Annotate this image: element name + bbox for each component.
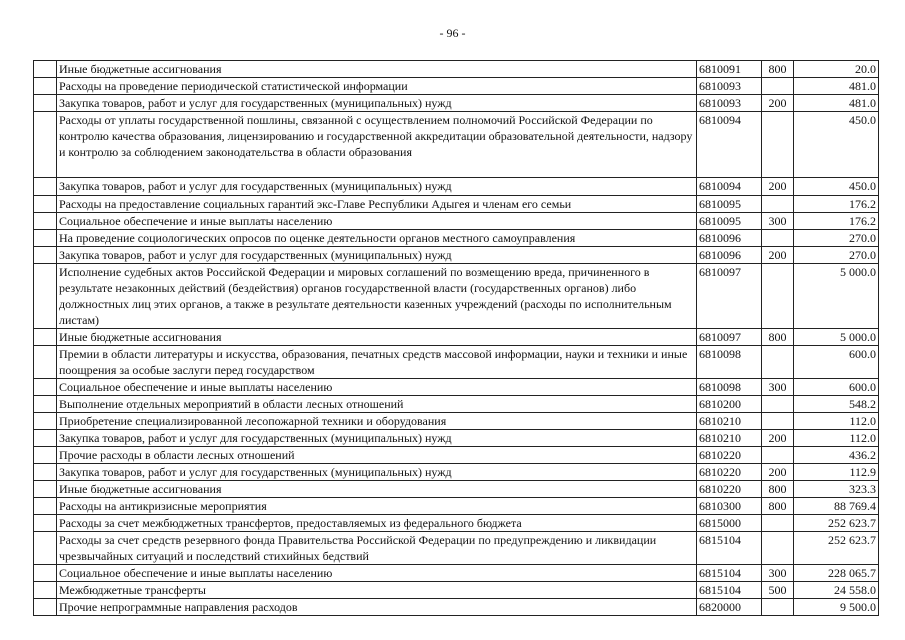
expense-type-cell — [762, 196, 794, 213]
expense-type-cell: 800 — [762, 329, 794, 346]
table-row — [34, 78, 879, 95]
expense-name-cell: Иные бюджетные ассигнования — [57, 481, 697, 498]
expense-name-cell: На проведение социологических опросов по оценке деятельности органов местного самоуправления — [57, 230, 697, 247]
amount-cell: 436.2 — [794, 447, 879, 464]
expense-name-cell: Социальное обеспечение и иные выплаты населению — [57, 213, 697, 230]
expense-type-cell: 200 — [762, 178, 794, 196]
blank-cell — [34, 247, 57, 264]
expense-type-cell — [762, 447, 794, 464]
expense-type-cell: 200 — [762, 247, 794, 264]
target-code-cell: 6810200 — [697, 396, 762, 413]
expense-type-cell — [762, 413, 794, 430]
table-row — [34, 95, 879, 112]
expense-type-cell: 200 — [762, 95, 794, 112]
expense-name-cell: Расходы за счет межбюджетных трансфертов, предоставляемых из федерального бюджета — [57, 515, 697, 532]
target-code-cell: 6810095 — [697, 196, 762, 213]
expense-type-cell: 800 — [762, 61, 794, 78]
blank-cell — [34, 515, 57, 532]
table-row — [34, 112, 879, 178]
table-row — [34, 396, 879, 413]
expense-type-cell — [762, 78, 794, 95]
amount-cell: 24 558.0 — [794, 582, 879, 599]
amount-cell: 600.0 — [794, 346, 879, 379]
expense-type-cell — [762, 532, 794, 565]
expense-name-cell: Иные бюджетные ассигнования — [57, 329, 697, 346]
table-row — [34, 264, 879, 329]
table-row — [34, 178, 879, 196]
blank-cell — [34, 178, 57, 196]
blank-cell — [34, 498, 57, 515]
expense-name-cell: Прочие непрограммные направления расходов — [57, 599, 697, 616]
expense-name-cell: Расходы на проведение периодической статистической информации — [57, 78, 697, 95]
expense-type-cell: 500 — [762, 582, 794, 599]
expense-type-cell: 800 — [762, 498, 794, 515]
expense-type-cell: 800 — [762, 481, 794, 498]
table-row — [34, 196, 879, 213]
target-code-cell: 6815104 — [697, 582, 762, 599]
target-code-cell: 6810096 — [697, 247, 762, 264]
expense-name-cell: Закупка товаров, работ и услуг для государственных (муниципальных) нужд — [57, 247, 697, 264]
amount-cell: 450.0 — [794, 178, 879, 196]
table-row — [34, 464, 879, 481]
table-row — [34, 481, 879, 498]
amount-cell: 481.0 — [794, 95, 879, 112]
target-code-cell: 6815104 — [697, 565, 762, 582]
expense-name-cell: Закупка товаров, работ и услуг для государственных (муниципальных) нужд — [57, 430, 697, 447]
expense-type-cell: 200 — [762, 464, 794, 481]
amount-cell: 176.2 — [794, 213, 879, 230]
table-row — [34, 447, 879, 464]
amount-cell: 252 623.7 — [794, 515, 879, 532]
table-row — [34, 346, 879, 379]
expense-name-cell: Расходы от уплаты государственной пошлины, связанной с осуществлением полномочий Российской Федерации по контролю качества образования, лицензированию и государственной аккредитации образовательной деятельности, надзору и контролю за соблюдением законодательства в области образования — [57, 112, 697, 178]
amount-cell: 270.0 — [794, 230, 879, 247]
target-code-cell: 6810098 — [697, 346, 762, 379]
amount-cell: 5 000.0 — [794, 264, 879, 329]
table-row — [34, 213, 879, 230]
amount-cell: 252 623.7 — [794, 532, 879, 565]
amount-cell: 9 500.0 — [794, 599, 879, 616]
amount-cell: 548.2 — [794, 396, 879, 413]
expense-type-cell — [762, 264, 794, 329]
amount-cell: 481.0 — [794, 78, 879, 95]
expense-name-cell: Межбюджетные трансферты — [57, 582, 697, 599]
expense-name-cell: Прочие расходы в области лесных отношений — [57, 447, 697, 464]
table-row — [34, 413, 879, 430]
target-code-cell: 6810098 — [697, 379, 762, 396]
blank-cell — [34, 196, 57, 213]
target-code-cell: 6810096 — [697, 230, 762, 247]
target-code-cell: 6810093 — [697, 95, 762, 112]
table-row — [34, 599, 879, 616]
amount-cell: 600.0 — [794, 379, 879, 396]
target-code-cell: 6810093 — [697, 78, 762, 95]
budget-table-body — [34, 61, 879, 616]
expense-type-cell — [762, 515, 794, 532]
blank-cell — [34, 413, 57, 430]
blank-cell — [34, 582, 57, 599]
target-code-cell: 6815000 — [697, 515, 762, 532]
table-row — [34, 582, 879, 599]
blank-cell — [34, 264, 57, 329]
blank-cell — [34, 565, 57, 582]
expense-name-cell: Социальное обеспечение и иные выплаты населению — [57, 565, 697, 582]
expense-type-cell: 300 — [762, 379, 794, 396]
table-row — [34, 379, 879, 396]
amount-cell: 228 065.7 — [794, 565, 879, 582]
expense-type-cell — [762, 599, 794, 616]
blank-cell — [34, 78, 57, 95]
blank-cell — [34, 112, 57, 178]
expense-name-cell: Расходы за счет средств резервного фонда Правительства Российской Федерации по предупреждению и ликвидации чрезвычайных ситуаций и последствий стихийных бедствий — [57, 532, 697, 565]
expense-type-cell — [762, 346, 794, 379]
blank-cell — [34, 230, 57, 247]
table-row — [34, 430, 879, 447]
amount-cell: 176.2 — [794, 196, 879, 213]
blank-cell — [34, 464, 57, 481]
amount-cell: 112.9 — [794, 464, 879, 481]
expense-type-cell: 300 — [762, 565, 794, 582]
target-code-cell: 6810094 — [697, 112, 762, 178]
amount-cell: 88 769.4 — [794, 498, 879, 515]
target-code-cell: 6810300 — [697, 498, 762, 515]
expense-name-cell: Исполнение судебных актов Российской Федерации и мировых соглашений по возмещению вреда, причиненного в результате незаконных действий (бездействия) органов государственной власти (государственных органов) либо должностных лиц этих органов, а также в результате деятельности казенных учреждений (расходы по исполнительным листам) — [57, 264, 697, 329]
expense-name-cell: Закупка товаров, работ и услуг для государственных (муниципальных) нужд — [57, 178, 697, 196]
expense-name-cell: Социальное обеспечение и иные выплаты населению — [57, 379, 697, 396]
table-row — [34, 515, 879, 532]
amount-cell: 112.0 — [794, 413, 879, 430]
target-code-cell: 6810095 — [697, 213, 762, 230]
expense-name-cell: Премии в области литературы и искусства, образования, печатных средств массовой информации, науки и техники и иные поощрения за особые заслуги перед государством — [57, 346, 697, 379]
target-code-cell: 6810220 — [697, 447, 762, 464]
amount-cell: 112.0 — [794, 430, 879, 447]
expense-type-cell — [762, 230, 794, 247]
target-code-cell: 6810091 — [697, 61, 762, 78]
blank-cell — [34, 95, 57, 112]
blank-cell — [34, 346, 57, 379]
target-code-cell: 6810210 — [697, 413, 762, 430]
blank-cell — [34, 430, 57, 447]
blank-cell — [34, 447, 57, 464]
amount-cell: 270.0 — [794, 247, 879, 264]
expense-name-cell: Иные бюджетные ассигнования — [57, 61, 697, 78]
target-code-cell: 6810094 — [697, 178, 762, 196]
budget-table — [33, 60, 879, 616]
table-row — [34, 61, 879, 78]
blank-cell — [34, 599, 57, 616]
table-row — [34, 565, 879, 582]
target-code-cell: 6815104 — [697, 532, 762, 565]
table-row — [34, 329, 879, 346]
expense-type-cell — [762, 112, 794, 178]
expense-type-cell — [762, 396, 794, 413]
expense-name-cell: Расходы на антикризисные мероприятия — [57, 498, 697, 515]
blank-cell — [34, 532, 57, 565]
blank-cell — [34, 481, 57, 498]
target-code-cell: 6810097 — [697, 264, 762, 329]
amount-cell: 5 000.0 — [794, 329, 879, 346]
blank-cell — [34, 396, 57, 413]
blank-cell — [34, 61, 57, 78]
expense-name-cell: Закупка товаров, работ и услуг для государственных (муниципальных) нужд — [57, 95, 697, 112]
amount-cell: 450.0 — [794, 112, 879, 178]
table-row — [34, 532, 879, 565]
expense-name-cell: Расходы на предоставление социальных гарантий экс-Главе Республики Адыгея и членам его семьи — [57, 196, 697, 213]
amount-cell: 323.3 — [794, 481, 879, 498]
target-code-cell: 6810220 — [697, 481, 762, 498]
page-number: - 96 - — [439, 26, 466, 40]
amount-cell: 20.0 — [794, 61, 879, 78]
target-code-cell: 6810220 — [697, 464, 762, 481]
expense-name-cell: Приобретение специализированной лесопожарной техники и оборудования — [57, 413, 697, 430]
blank-cell — [34, 213, 57, 230]
blank-cell — [34, 329, 57, 346]
blank-cell — [34, 379, 57, 396]
expense-name-cell: Закупка товаров, работ и услуг для государственных (муниципальных) нужд — [57, 464, 697, 481]
target-code-cell: 6820000 — [697, 599, 762, 616]
table-row — [34, 247, 879, 264]
expense-type-cell: 200 — [762, 430, 794, 447]
target-code-cell: 6810210 — [697, 430, 762, 447]
table-row — [34, 498, 879, 515]
table-row — [34, 230, 879, 247]
target-code-cell: 6810097 — [697, 329, 762, 346]
expense-name-cell: Выполнение отдельных мероприятий в области лесных отношений — [57, 396, 697, 413]
expense-type-cell: 300 — [762, 213, 794, 230]
